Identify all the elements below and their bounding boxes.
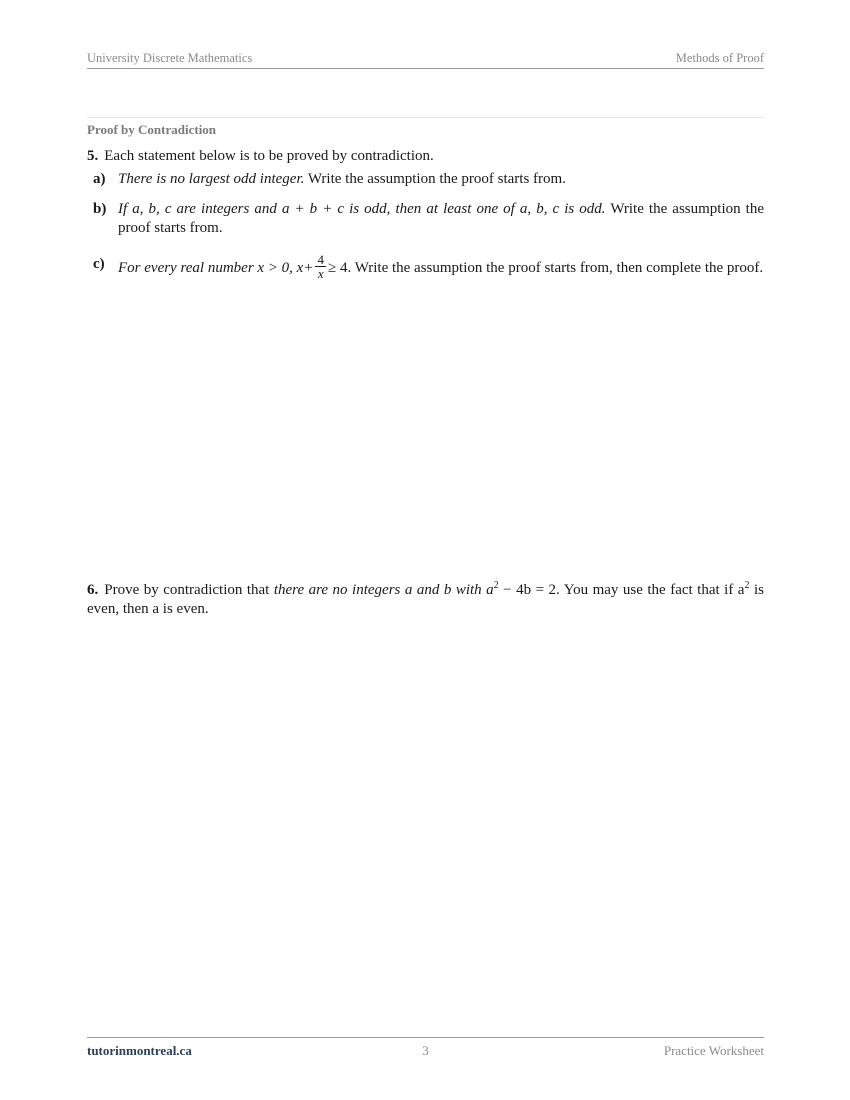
question-mid: You may use the fact that if a [563,582,745,598]
part-label: a) [93,171,106,187]
page-number: 3 [422,1043,429,1058]
part-label: c) [93,256,105,272]
question-number: 6. [87,582,99,598]
exponent: 2 [744,580,750,591]
section-title: Proof by Contradiction [87,122,217,137]
part-instruction: Write the assumption the proof starts from. [118,201,765,236]
part-label: b) [93,201,107,217]
question-pre: Prove by contradiction that [104,582,270,598]
section-divider [87,117,764,118]
header-topic: Methods of Proof [675,51,764,65]
question-text: Each statement below is to be proved by contradiction. [104,148,434,164]
question-6 [87,581,764,619]
question-statement: there are no integers a and b with a [273,582,494,598]
question-5a [87,170,764,189]
fraction [315,253,326,280]
question-statement-tail: − 4b = 2. [498,582,560,598]
part-instruction: Write the assumption the proof starts from, then complete the proof. [354,259,764,276]
footer-label: Practice Worksheet [663,1043,764,1058]
part-statement: There is no largest odd integer. [118,171,305,187]
part-instruction: Write the assumption the proof starts from. [307,171,566,187]
question-5b [87,200,764,238]
exponent: 2 [493,580,499,591]
fraction-denominator: x [315,266,326,280]
question-post: is even, then a is even. [87,582,764,617]
question-5-intro [87,147,764,166]
question-5c [87,252,764,282]
question-number: 5. [87,148,99,164]
fraction-numerator: 4 [317,252,324,267]
page-header [87,51,764,69]
part-statement: For every real number x > 0, x+ [118,259,314,276]
header-course: University Discrete Mathematics [87,51,253,65]
footer-site: tutorinmontreal.ca [87,1043,192,1058]
page-footer [87,1037,764,1058]
part-statement: If a, b, c are integers and a + b + c is odd, then at least one of a, b, c is odd. [118,201,606,217]
part-statement-tail: ≥ 4. [327,259,352,276]
